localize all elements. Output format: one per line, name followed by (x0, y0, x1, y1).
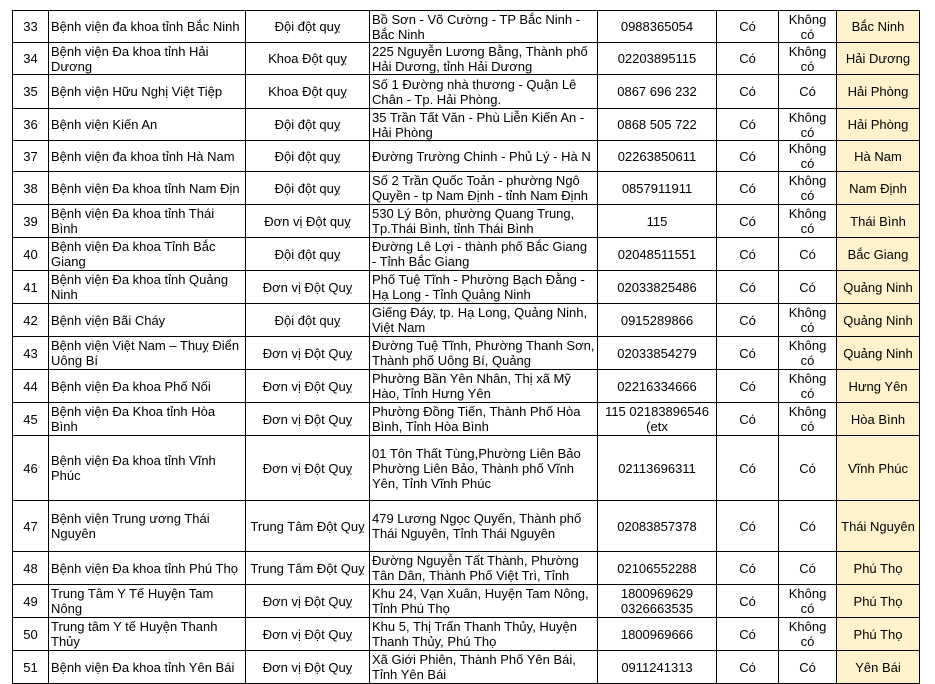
row-number: 46 (13, 436, 49, 501)
availability-b: Có (779, 552, 837, 585)
table-row (13, 337, 920, 370)
row-number: 34 (13, 43, 49, 75)
stroke-unit: Đội đột quỵ (246, 304, 370, 337)
availability-a: Có (717, 11, 779, 43)
hotline-phone: 02048511551 (598, 238, 717, 271)
availability-b: Có (779, 501, 837, 552)
row-number: 37 (13, 141, 49, 172)
availability-b: Không có (779, 11, 837, 43)
hospital-table (12, 10, 920, 684)
province-name: Thái Nguyên (837, 501, 920, 552)
stroke-unit: Đội đột quỵ (246, 109, 370, 141)
table-row (13, 141, 920, 172)
hospital-address: Phường Bần Yên Nhân, Thị xã Mỹ Hào, Tỉnh Hưng Yên (370, 370, 598, 403)
hotline-phone: 115 (598, 205, 717, 238)
availability-b: Không có (779, 109, 837, 141)
availability-b: Không có (779, 370, 837, 403)
stroke-unit: Đơn vị Đột Quỵ (246, 651, 370, 684)
availability-a: Có (717, 75, 779, 109)
stroke-unit: Khoa Đột quỵ (246, 43, 370, 75)
stroke-unit: Đội đột quỵ (246, 141, 370, 172)
hospital-address: Số 2 Trần Quốc Toản - phường Ngô Quyền - tp Nam Định - tỉnh Nam Định (370, 172, 598, 205)
stroke-unit: Đơn vị Đột Quỵ (246, 585, 370, 618)
hospital-name: Bệnh viện Đa khoa tỉnh Thái Bình (49, 205, 246, 238)
hotline-phone: 0857911911 (598, 172, 717, 205)
hospital-name: Bệnh viện Đa khoa tỉnh Phú Thọ (49, 552, 246, 585)
hospital-address: 530 Lý Bôn, phường Quang Trung, Tp.Thái Bình, tỉnh Thái Bình (370, 205, 598, 238)
province-name: Hải Phòng (837, 109, 920, 141)
availability-a: Có (717, 109, 779, 141)
availability-a: Có (717, 172, 779, 205)
province-name: Phú Thọ (837, 552, 920, 585)
hospital-address: Đường Lê Lợi - thành phố Bắc Giang - Tỉnh Bắc Giang (370, 238, 598, 271)
hospital-address: Phố Tuệ Tĩnh - Phường Bạch Đằng - Hạ Long - Tỉnh Quảng Ninh (370, 271, 598, 304)
availability-b: Không có (779, 172, 837, 205)
availability-a: Có (717, 304, 779, 337)
row-number: 50 (13, 618, 49, 651)
hotline-phone: 02033854279 (598, 337, 717, 370)
hospital-name: Bệnh viện Hữu Nghị Việt Tiệp (49, 75, 246, 109)
hotline-phone: 02263850611 (598, 141, 717, 172)
hospital-name: Trung Tâm Y Tế Huyện Tam Nông (49, 585, 246, 618)
hospital-address: Khu 24, Vạn Xuân, Huyện Tam Nông, Tỉnh Phú Thọ (370, 585, 598, 618)
hospital-address: Đường Trường Chinh - Phủ Lý - Hà N (370, 141, 598, 172)
province-name: Hưng Yên (837, 370, 920, 403)
hospital-name: Trung tâm Y tế Huyện Thanh Thủy (49, 618, 246, 651)
hospital-name: Bệnh viện Kiến An (49, 109, 246, 141)
stroke-unit: Đơn vị Đột Quỵ (246, 337, 370, 370)
stroke-unit: Đơn vị Đột Quỵ (246, 618, 370, 651)
availability-b: Không có (779, 618, 837, 651)
row-number: 43 (13, 337, 49, 370)
availability-a: Có (717, 43, 779, 75)
hospital-name: Bệnh viện Đa khoa tỉnh Vĩnh Phúc (49, 436, 246, 501)
availability-a: Có (717, 370, 779, 403)
hospital-name: Bệnh viện Đa khoa Phố Nối (49, 370, 246, 403)
hospital-name: Bệnh viện Đa khoa tỉnh Quảng Ninh (49, 271, 246, 304)
hotline-phone: 02113696311 (598, 436, 717, 501)
hospital-address: 35 Trần Tất Văn - Phù Liễn Kiến An - Hải Phòng (370, 109, 598, 141)
hospital-name: Bệnh viện Đa Khoa tỉnh Hòa Bình (49, 403, 246, 436)
availability-a: Có (717, 403, 779, 436)
province-name: Yên Bái (837, 651, 920, 684)
availability-b: Có (779, 651, 837, 684)
row-number: 48 (13, 552, 49, 585)
availability-b: Có (779, 271, 837, 304)
table-row (13, 403, 920, 436)
row-number: 44 (13, 370, 49, 403)
row-number: 33 (13, 11, 49, 43)
hotline-phone: 0911241313 (598, 651, 717, 684)
availability-b: Không có (779, 337, 837, 370)
table-row (13, 651, 920, 684)
table-row (13, 109, 920, 141)
availability-a: Có (717, 552, 779, 585)
table-row (13, 436, 920, 501)
hospital-name: Bệnh viện Đa khoa tỉnh Yên Bái (49, 651, 246, 684)
hospital-name: Bệnh viện Việt Nam – Thuỵ Điển Uông Bí (49, 337, 246, 370)
row-number: 36 (13, 109, 49, 141)
province-name: Hải Phòng (837, 75, 920, 109)
table-row (13, 271, 920, 304)
row-number: 42 (13, 304, 49, 337)
row-number: 38 (13, 172, 49, 205)
hotline-phone: 0868 505 722 (598, 109, 717, 141)
stroke-unit: Đơn vị Đột quỵ (246, 205, 370, 238)
availability-a: Có (717, 585, 779, 618)
province-name: Phú Thọ (837, 618, 920, 651)
stroke-unit: Trung Tâm Đột Quỵ (246, 552, 370, 585)
hotline-phone: 1800969629 0326663535 (598, 585, 717, 618)
table-row (13, 585, 920, 618)
table-row (13, 304, 920, 337)
table-row (13, 618, 920, 651)
hospital-name: Bệnh viện đa khoa tỉnh Hà Nam (49, 141, 246, 172)
row-number: 41 (13, 271, 49, 304)
availability-a: Có (717, 501, 779, 552)
table-row (13, 172, 920, 205)
stroke-unit: Trung Tâm Đột Quỵ (246, 501, 370, 552)
province-name: Hà Nam (837, 141, 920, 172)
hospital-address: Giếng Đáy, tp. Hạ Long, Quảng Ninh, Việt Nam (370, 304, 598, 337)
hotline-phone: 0867 696 232 (598, 75, 717, 109)
stroke-unit: Đơn vị Đột Quỵ (246, 403, 370, 436)
hotline-phone: 02033825486 (598, 271, 717, 304)
province-name: Nam Định (837, 172, 920, 205)
hotline-phone: 02203895115 (598, 43, 717, 75)
hospital-address: 225 Nguyễn Lương Bằng, Thành phố Hải Dương, tỉnh Hải Dương (370, 43, 598, 75)
stroke-unit: Đơn vị Đột Quỵ (246, 271, 370, 304)
availability-a: Có (717, 337, 779, 370)
province-name: Bắc Giang (837, 238, 920, 271)
row-number: 39 (13, 205, 49, 238)
row-number: 49 (13, 585, 49, 618)
availability-a: Có (717, 238, 779, 271)
table-row (13, 238, 920, 271)
table-row (13, 75, 920, 109)
province-name: Vĩnh Phúc (837, 436, 920, 501)
hospital-address: 479 Lương Ngọc Quyến, Thành phố Thái Nguyên, Tỉnh Thái Nguyên (370, 501, 598, 552)
province-name: Bắc Ninh (837, 11, 920, 43)
stroke-unit: Khoa Đột quỵ (246, 75, 370, 109)
row-number: 40 (13, 238, 49, 271)
province-name: Phú Thọ (837, 585, 920, 618)
hospital-address: Bồ Sơn - Võ Cường - TP Bắc Ninh - Bắc Ninh (370, 11, 598, 43)
hospital-address: Số 1 Đường nhà thương - Quận Lê Chân - Tp. Hải Phòng. (370, 75, 598, 109)
table-row (13, 501, 920, 552)
availability-a: Có (717, 141, 779, 172)
availability-b: Có (779, 238, 837, 271)
stroke-unit: Đội đột quỵ (246, 172, 370, 205)
hospital-address: Khu 5, Thị Trấn Thanh Thủy, Huyện Thanh Thủy, Phú Thọ (370, 618, 598, 651)
hospital-address: 01 Tôn Thất Tùng,Phường Liên Bảo Phường Liên Bảo, Thành phố Vĩnh Yên, Tỉnh Vĩnh Phúc (370, 436, 598, 501)
row-number: 45 (13, 403, 49, 436)
availability-a: Có (717, 205, 779, 238)
hospital-address: Đường Nguyễn Tất Thành, Phường Tân Dân, Thành Phố Việt Trì, Tỉnh (370, 552, 598, 585)
hotline-phone: 115 02183896546 (etx (598, 403, 717, 436)
availability-b: Có (779, 436, 837, 501)
row-number: 47 (13, 501, 49, 552)
availability-a: Có (717, 271, 779, 304)
availability-b: Không có (779, 43, 837, 75)
stroke-unit: Đơn vị Đột Quỵ (246, 370, 370, 403)
table-row (13, 11, 920, 43)
hospital-name: Bệnh viện Trung ương Thái Nguyên (49, 501, 246, 552)
availability-b: Có (779, 75, 837, 109)
availability-b: Không có (779, 304, 837, 337)
hotline-phone: 1800969666 (598, 618, 717, 651)
table-row (13, 552, 920, 585)
availability-b: Không có (779, 403, 837, 436)
table-body (13, 11, 920, 684)
hotline-phone: 02216334666 (598, 370, 717, 403)
province-name: Hòa Bình (837, 403, 920, 436)
province-name: Quảng Ninh (837, 271, 920, 304)
availability-a: Có (717, 651, 779, 684)
hotline-phone: 02106552288 (598, 552, 717, 585)
hospital-address: Đường Tuệ Tĩnh, Phường Thanh Sơn, Thành phố Uông Bí, Quảng (370, 337, 598, 370)
hospital-name: Bệnh viện Đa khoa tỉnh Nam Địn (49, 172, 246, 205)
availability-a: Có (717, 436, 779, 501)
hospital-name: Bệnh viện Bãi Cháy (49, 304, 246, 337)
hospital-name: Bệnh viện Đa khoa tỉnh Hải Dương (49, 43, 246, 75)
table-row (13, 205, 920, 238)
row-number: 35 (13, 75, 49, 109)
hotline-phone: 0915289866 (598, 304, 717, 337)
province-name: Quảng Ninh (837, 304, 920, 337)
row-number: 51 (13, 651, 49, 684)
stroke-unit: Đội đột quỵ (246, 238, 370, 271)
province-name: Thái Bình (837, 205, 920, 238)
stroke-unit: Đơn vị Đột Quỵ (246, 436, 370, 501)
province-name: Quảng Ninh (837, 337, 920, 370)
table-row (13, 43, 920, 75)
hotline-phone: 02083857378 (598, 501, 717, 552)
availability-b: Không có (779, 205, 837, 238)
availability-a: Có (717, 618, 779, 651)
hospital-address: Xã Giới Phiên, Thành Phố Yên Bái, Tỉnh Yên Bái (370, 651, 598, 684)
table-row (13, 370, 920, 403)
hospital-name: Bệnh viện đa khoa tỉnh Bắc Ninh (49, 11, 246, 43)
province-name: Hải Dương (837, 43, 920, 75)
hospital-address: Phường Đồng Tiến, Thành Phố Hòa Bình, Tỉnh Hòa Bình (370, 403, 598, 436)
hospital-name: Bệnh viện Đa khoa Tỉnh Bắc Giang (49, 238, 246, 271)
availability-b: Không có (779, 585, 837, 618)
availability-b: Không có (779, 141, 837, 172)
hotline-phone: 0988365054 (598, 11, 717, 43)
stroke-unit: Đội đột quỵ (246, 11, 370, 43)
